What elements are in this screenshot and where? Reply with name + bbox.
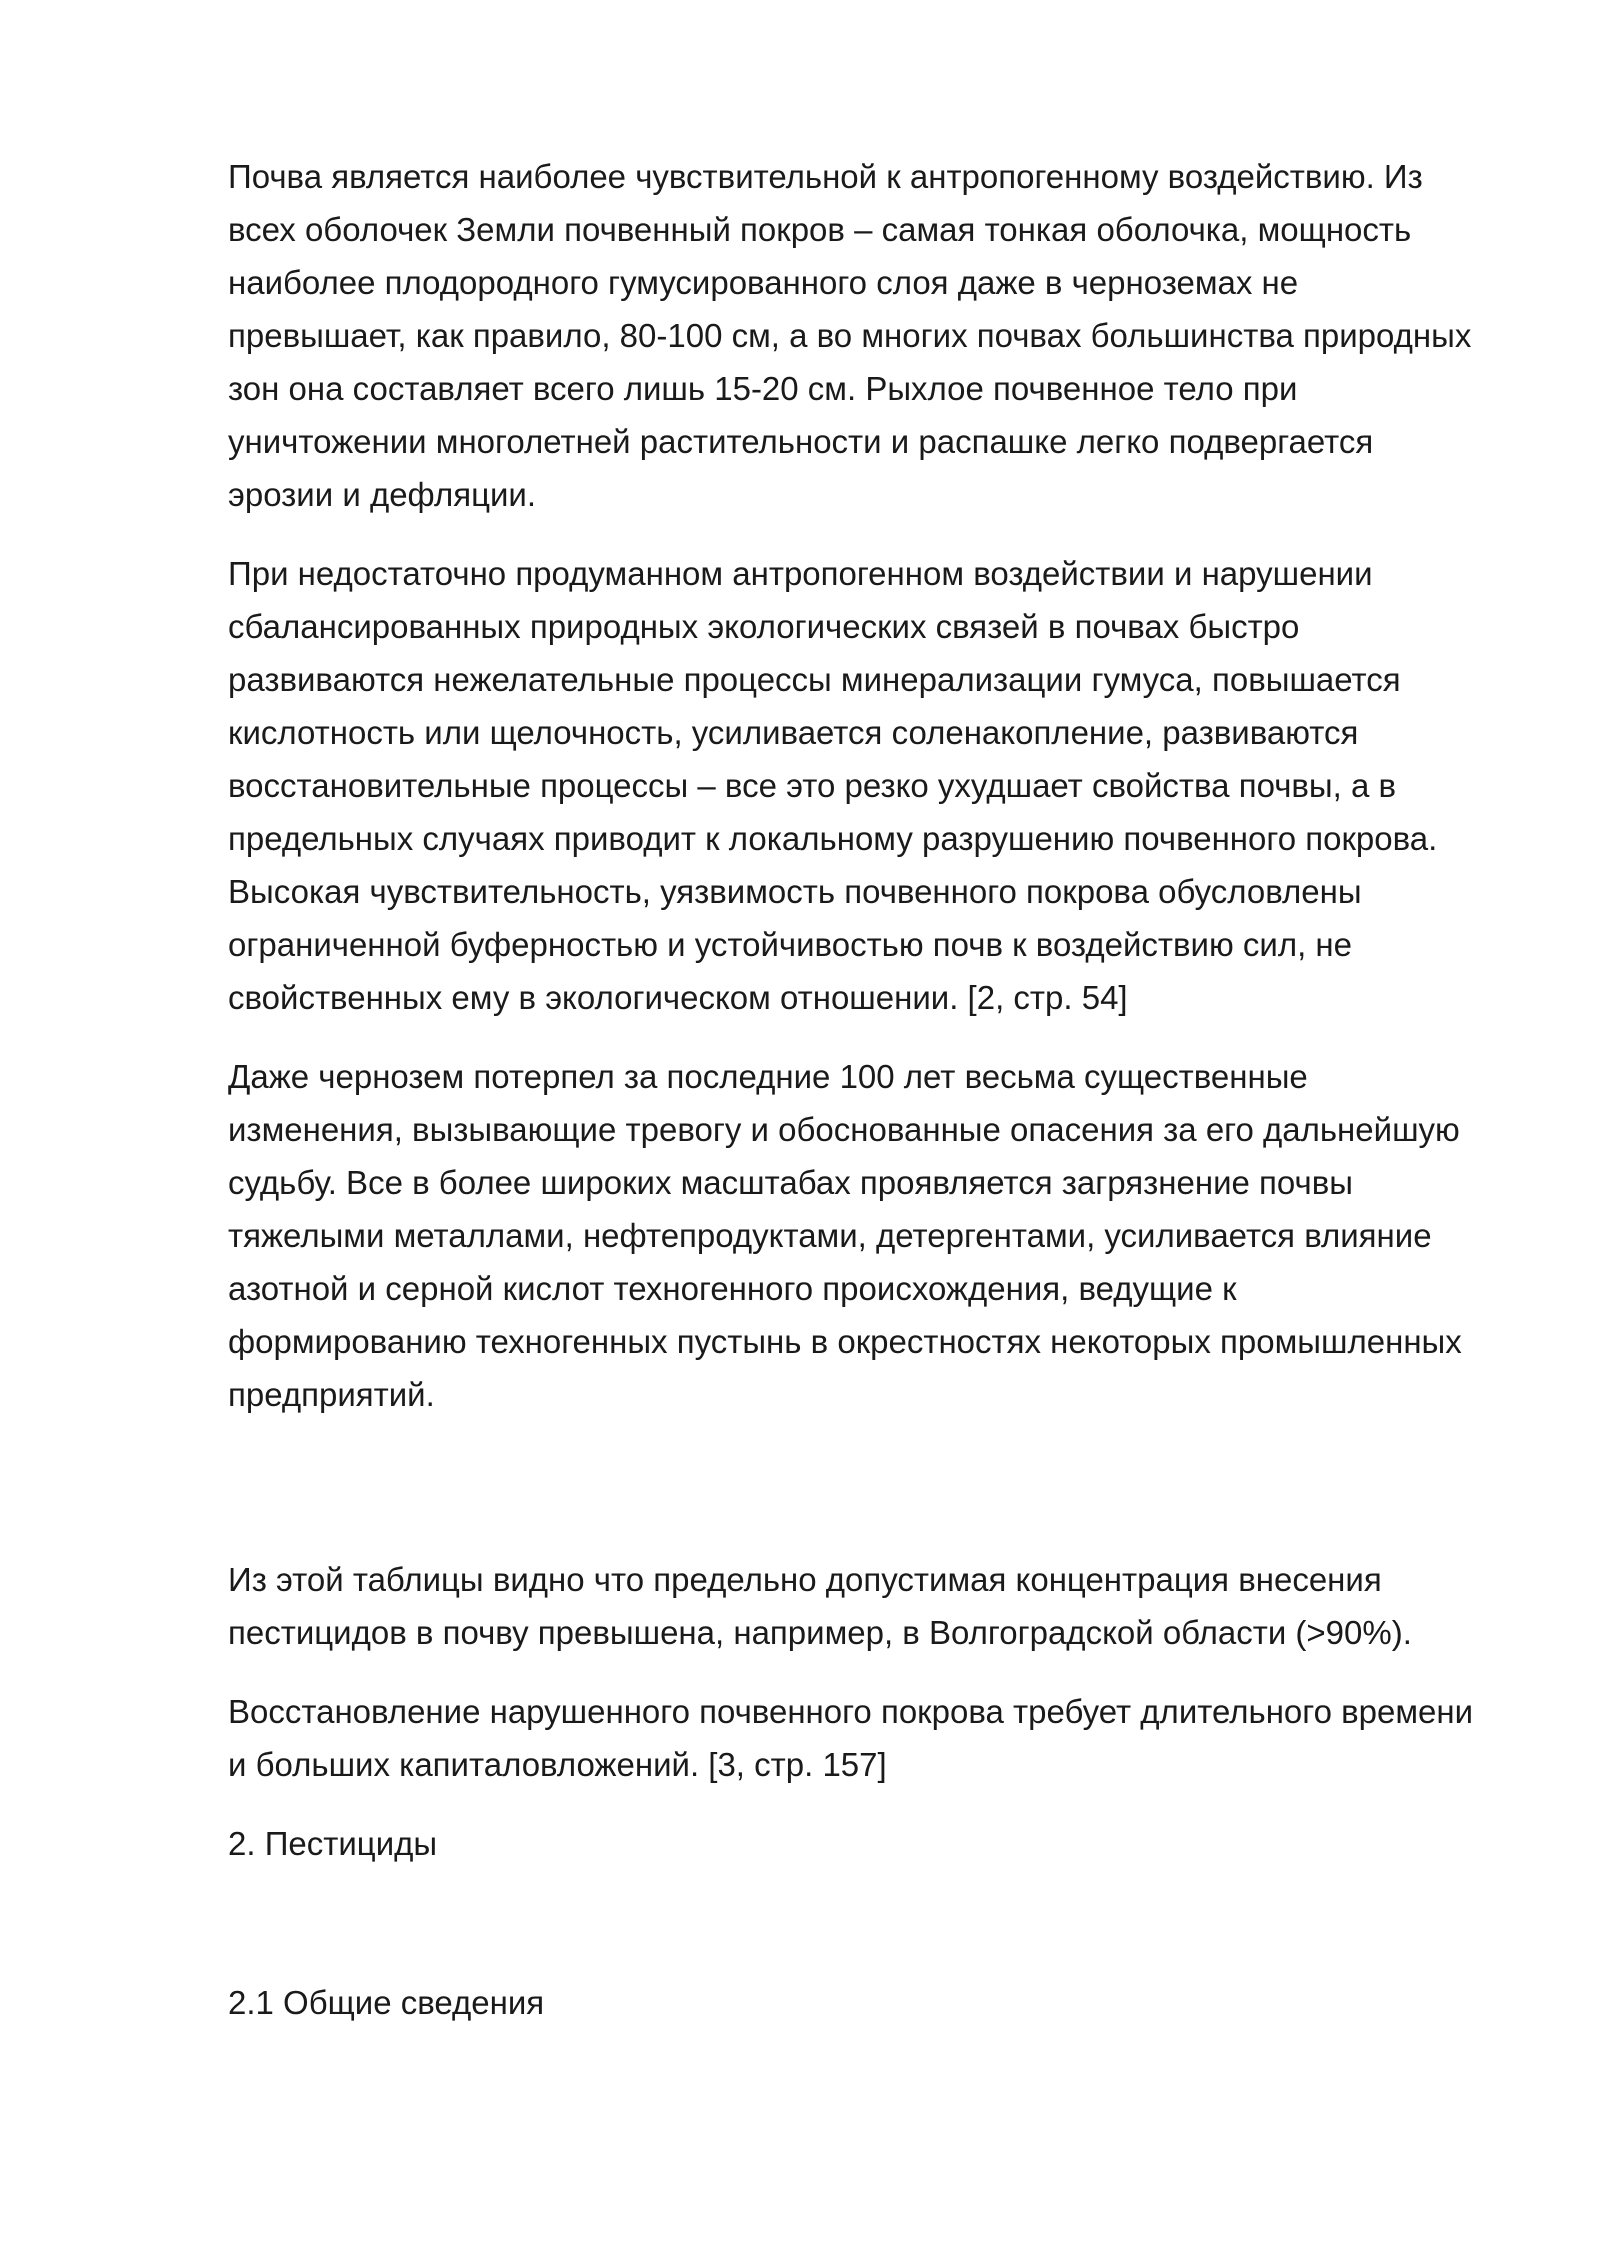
paragraph-chernozem-changes: Даже чернозем потерпел за последние 100 лет весьма существенные изменения, вызывающие тревогу и обоснованные опасения за его дальнейшую судьбу. Все в более широких масштабах проявляется загрязнение почвы тяжелыми металлами, нефтепродуктами, детергентами, усиливается влияние азотной и серной кислот техногенного происхождения, ведущие к формированию техногенных пустынь в окрестностях некоторых промышленных предприятий. <box>228 1058 1462 1413</box>
subsection-heading: 2.1 Общие сведения <box>228 1984 545 2021</box>
paragraph-table-note: Из этой таблицы видно что предельно допустимая концентрация внесения пестицидов в почву превышена, например, в Волгоградской области (>90%). <box>228 1561 1412 1651</box>
section-heading: 2. Пестициды <box>228 1825 438 1862</box>
paragraph-anthropogenic-impact: При недостаточно продуманном антропогенном воздействии и нарушении сбалансированных природных экологических связей в почвах быстро развиваются нежелательные процессы минерализации гумуса, повышается кислотность или щелочность, усиливается соленакопление, развиваются восстановительные процессы – все это резко ухудшает свойства почвы, а в предельных случаях приводит к локальному разрушению почвенного покрова. Высокая чувствительность, уязвимость почвенного покрова обусловлены ограниченной буферностью и устойчивостью почв к воздействию сил, не свойственных ему в экологическом отношении. [2, стр. 54] <box>228 555 1438 1016</box>
document-body <box>228 150 1478 2055</box>
spacer <box>228 1447 1478 1553</box>
spacer <box>228 1896 1478 1976</box>
paragraph-soil-sensitivity: Почва является наиболее чувствительной к антропогенному воздействию. Из всех оболочек Земли почвенный покров – самая тонкая оболочка, мощность наиболее плодородного гумусированного слоя даже в черноземах не превышает, как правило, 80-100 см, а во многих почвах большинства природных зон она составляет всего лишь 15-20 см. Рыхлое почвенное тело при уничтожении многолетней растительности и распашке легко подвергается эрозии и дефляции. <box>228 158 1472 513</box>
paragraph-restoration: Восстановление нарушенного почвенного покрова требует длительного времени и больших капиталовложений. [3, стр. 157] <box>228 1693 1474 1783</box>
